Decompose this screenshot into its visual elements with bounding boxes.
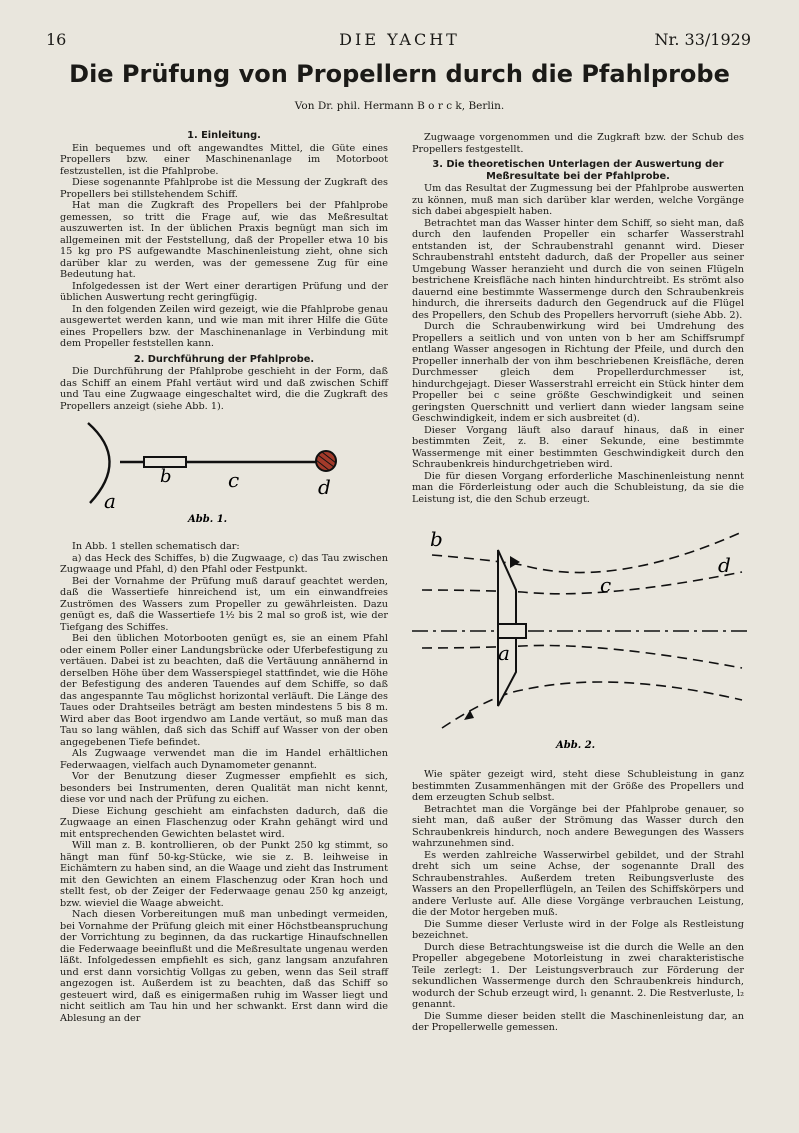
fig2-label-b: b — [430, 527, 443, 551]
body-paragraph: Zugwaage vorgenommen und die Zugkraft bzw. der Schub des Propellers festgestellt. — [412, 132, 744, 155]
fig2-caption: Abb. 2. — [556, 740, 596, 751]
body-paragraph: Die Summe dieser beiden stellt die Maschinenleistung dar, an der Propellerwelle gemessen. — [412, 1010, 744, 1033]
body-paragraph: Diese Eichung geschieht am einfachsten dadurch, daß die Zugwaage an einen Flaschenzug oder Krahn gehängt wird und mit entsprechenden Gewichten belastet wird. — [60, 805, 388, 840]
body-paragraph: Betrachtet man das Wasser hinter dem Schiff, so sieht man, daß durch den laufenden Propeller ein scharfer Wasserstrahl entstanden ist, der Schraubenstrahl genannt wird. Dieser Schraubenstrahl entsteht dadurch, daß der Propeller aus seiner Umgebung Wasser heranzieht und durch die von seinen Flügeln bestrichene Kreisfläche nach hinten hindurchtreibt. Es strömt also dauernd eine bestimmte Wassermenge durch den Schraubenkreis hindurch, die ihrerseits dadurch den Gegendruck auf die Flügel des Propellers, den Schub des Propellers hervorruft (siehe Abb. 2). — [412, 217, 744, 321]
body-paragraph: Die für diesen Vorgang erforderliche Maschinenleistung nennt man die Förderleistung oder auch die Schubleistung, da sie die Leistung ist, die den Schub erzeugt. — [412, 470, 744, 505]
body-paragraph: In Abb. 1 stellen schematisch dar: — [72, 541, 240, 552]
body-paragraph: a) das Heck des Schiffes, b) die Zugwaage, c) das Tau zwischen Zugwaage und Pfahl, d) den Pfahl oder Festpunkt. — [60, 552, 388, 575]
body-paragraph: Diese sogenannte Pfahlprobe ist die Messung der Zugkraft des Propellers bei stillstehendem Schiff. — [60, 177, 388, 200]
figure-2-diagram — [412, 520, 752, 755]
flow-line-bottom — [442, 682, 742, 728]
section-heading: 2. Durchführung der Pfahlprobe. — [133, 353, 315, 365]
body-paragraph: Betrachtet man die Vorgänge bei der Pfahlprobe genauer, so sieht man, daß außer der Strömung das Wasser durch den Schraubenkreis hindurch, noch andere Bewegungen des Wassers wahrzunehmen sind. — [412, 803, 744, 849]
body-paragraph: Bei der Vornahme der Prüfung muß darauf geachtet werden, daß die Wassertiefe hinreichend ist, um ein einwandfreies Zuströmen des Wassers zum Propeller zu gewährleisten. Dazu genügt es, daß die Wassertiefe 1½ bis 2 mal so groß ist, wie der Tiefgang des Schiffes. — [60, 575, 388, 633]
body-paragraph: Als Zugwaage verwendet man die im Handel erhältlichen Federwaagen, vielfach auch Dynamometer genannt. — [60, 748, 388, 771]
propeller-hub — [498, 624, 526, 638]
body-paragraph: Ein bequemes und oft angewandtes Mittel, die Güte eines Propellers bzw. einer Maschinenanlage im Motorboot festzustellen, ist die Pfahlprobe. — [60, 142, 388, 177]
section-heading: 1. Einleitung. — [187, 130, 261, 141]
body-paragraph: Vor der Benutzung dieser Zugmesser empfiehlt es sich, besonders bei Instrumenten, deren Qualität man nicht kennt, diese vor und nach der Prüfung zu eichen. — [60, 771, 388, 805]
arrow-upper — [510, 556, 520, 568]
fig1-label-b: b — [160, 466, 172, 487]
flow-line-top — [432, 532, 742, 573]
body-paragraph: Durch die Schraubenwirkung wird bei Umdrehung des Propellers a seitlich und von unten von b her am Schiffsrumpf entlang Wasser angesogen in Richtung der Pfeile, und durch den Propeller innerhalb der von ihm beschriebenen Kreisfläche, deren Durchmesser gleich dem Propellerdurchmesser ist, hindurchgejagt. Dieser Wasserstrahl erreicht ein Stück hinter dem Propeller bei c seine größte Geschwindigkeit und seinen geringsten Querschnitt und verliert dann wieder langsam seine Geschwindigkeit, indem er sich ausbreitet (d). — [412, 321, 744, 424]
figure-1-diagram — [60, 415, 390, 525]
body-paragraph: Die Durchführung der Pfahlprobe geschieht in der Form, daß das Schiff an einem Pfahl vertäut wird und daß zwischen Schiff und Tau eine Zugwaage eingeschaltet wird, die die Zugkraft des Propellers anzeigt (siehe Abb. 1). — [60, 366, 388, 412]
fig1-label-a: a — [104, 489, 116, 513]
magazine-name: DIE YACHT — [339, 30, 460, 49]
article-byline: Von Dr. phil. Hermann B o r c k, Berlin. — [294, 100, 505, 112]
fig1-caption: Abb. 1. — [188, 514, 228, 525]
right-column-top — [412, 132, 744, 505]
right-column-bottom — [412, 769, 744, 1034]
page-number: 16 — [46, 30, 67, 49]
section-heading: 3. Die theoretischen Unterlagen der Auswertung der Meßresultate bei der Pfahlprobe. — [432, 159, 724, 182]
fig2-label-c: c — [600, 573, 612, 597]
body-paragraph: Die Summe dieser Verluste wird in der Folge als Restleistung bezeichnet. — [412, 918, 744, 941]
body-paragraph: In den folgenden Zeilen wird gezeigt, wie die Pfahlprobe genau ausgewertet werden kann, und wie man mit ihrer Hilfe die Güte eines Propellers bzw. der Maschinenanlage in Verbindung mit dem Propeller feststellen kann. — [60, 303, 388, 349]
body-paragraph: Infolgedessen ist der Wert einer derartigen Prüfung und der üblichen Auswertung recht geringfügig. — [60, 280, 388, 303]
body-paragraph: Um das Resultat der Zugmessung bei der Pfahlprobe auswerten zu können, muß man sich darüber klar werden, welche Vorgänge sich dabei abgespielt haben. — [412, 183, 744, 217]
body-paragraph: Dieser Vorgang läuft also darauf hinaus, daß in einer bestimmten Zeit, z. B. einer Sekunde, eine bestimmte Wassermenge mit einer bestimmten Geschwindigkeit durch den Schraubenkreis hindurchgetrieben wird. — [412, 424, 744, 470]
issue-number: Nr. 33/1929 — [654, 30, 751, 49]
body-paragraph: Bei den üblichen Motorbooten genügt es, sie an einem Pfahl oder einem Poller einer Landungsbrücke oder Uferbefestigung zu vertäuen. Dabei ist zu beachten, daß die Vertäuung annähernd in derselben Höhe über dem Wasserspiegel stattfindet, wie die Höhe der Befestigung des anderen Tauendes auf dem Schiffe, so daß das angespannte Tau möglichst horizontal verläuft. Die Länge des Taues oder Drahtseiles beträgt am besten mindestens 5 bis 8 m. Wird aber das Boot irgendwo am Lande vertäut, so muß man das Tau so lang wählen, daß sich das Schiff auf Wasser von der oben angegebenen Tiefe befindet. — [60, 633, 388, 748]
body-paragraph: Hat man die Zugkraft des Propellers bei der Pfahlprobe gemessen, so tritt die Frage auf, wie das Meßresultat auszuwerten ist. In der üblichen Praxis begnügt man sich im allgemeinen mit der Feststellung, daß der Propeller etwa 10 bis 15 kg pro PS aufgewandte Maschinenleistung zieht, ohne sich darüber klar zu werden, was der gemessene Zug für eine Bedeutung hat. — [60, 200, 388, 280]
flow-line-upper — [422, 572, 742, 594]
fig1-label-c: c — [228, 468, 240, 492]
fig2-label-d: d — [718, 553, 731, 577]
body-paragraph: Nach diesen Vorbereitungen muß man unbedingt vermeiden, bei Vornahme der Prüfung gleich mit einer Höchstbeanspruchung der Vorrichtung zu beginnen, da das ruckartige Hinaufschnellen die Federwaage beeinflußt und die Meßresultate ungenau werden läßt. Infolgedessen empfiehlt es sich, ganz langsam anzufahren und erst dann vorsichtig Vollgas zu geben, wenn das Seil straff angezogen ist. Außerdem ist zu beachten, daß das Schiff so gesteuert wird, daß es einigermaßen ruhig im Wasser liegt und nicht seitlich am Tau hin und her schwankt. Erst dann wird die Ablesung an der — [60, 909, 388, 1024]
arrow-lower — [464, 710, 474, 720]
flow-line-lower — [422, 645, 742, 668]
fig1-label-d: d — [318, 475, 331, 499]
left-column-top — [60, 126, 388, 412]
body-paragraph: Durch diese Betrachtungsweise ist die durch die Welle an den Propeller abgegebene Motorleistung in zwei charakteristische Teile zerlegt: 1. Der Leistungsverbrauch zur Förderung der sekundlichen Wassermenge durch den Schraubenkreis hindurch, wodurch der Schub erzeugt wird, l₁ genannt. 2. Die Restverluste, l₂ genannt. — [412, 941, 744, 1010]
body-paragraph: Es werden zahlreiche Wasserwirbel gebildet, und der Strahl dreht sich um seine Achse, der sogenannte Drall des Schraubenstrahles. Außerdem treten Reibungsverluste des Wassers an den Propellerflügeln, an Teilen des Schiffskörpers und andere Verluste auf. Alle diese Vorgänge verbrauchen Leistung, die der Motor hergeben muß. — [412, 849, 744, 918]
left-column-bottom — [60, 541, 388, 1024]
body-paragraph: Wie später gezeigt wird, steht diese Schubleistung in ganz bestimmten Zusammenhängen mit der Größe des Propellers und dem erzeugten Schub selbst. — [412, 769, 744, 803]
article-title: Die Prüfung von Propellern durch die Pfahlprobe — [69, 60, 730, 88]
fig2-label-a: a — [498, 641, 510, 665]
body-paragraph: Will man z. B. kontrollieren, ob der Punkt 250 kg stimmt, so hängt man fünf 50-kg-Stücke, wie sie z. B. leihweise in Eichämtern zu haben sind, an die Waage und zieht das Instrument mit den Gewichten an einem Flaschenzug oder Kran hoch und stellt fest, ob der Zeiger der Federwaage genau 250 kg anzeigt, bzw. wieviel die Waage abweicht. — [60, 840, 388, 909]
